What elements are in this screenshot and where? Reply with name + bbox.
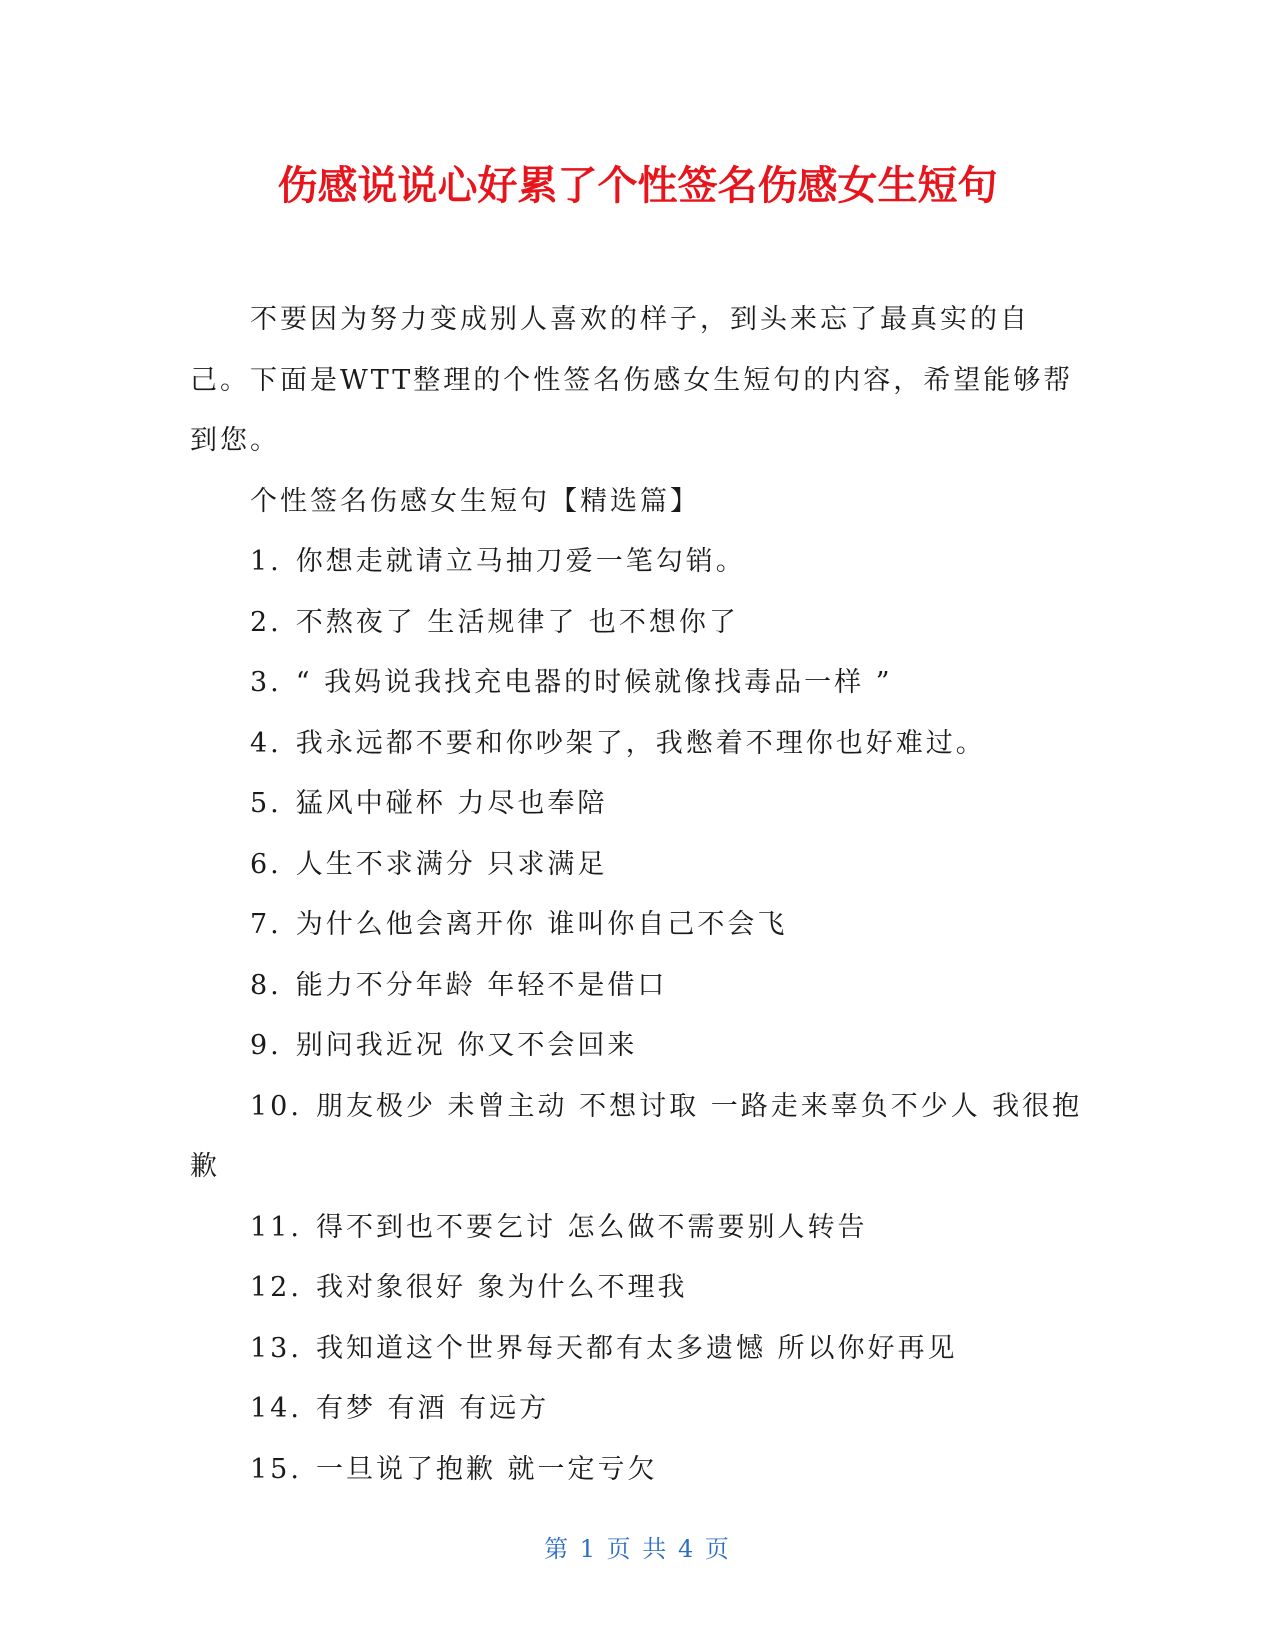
list-item (190, 653, 1085, 714)
list-item-text: 我对象很好 象为什么不理我 (315, 1272, 688, 1303)
list-item-number: 12. (250, 1272, 302, 1303)
list-item-number: 9. (250, 1030, 282, 1061)
list-item (190, 835, 1085, 896)
list-item-number: 14. (250, 1393, 302, 1424)
list-item-text: 一旦说了抱歉 就一定亏欠 (315, 1453, 658, 1485)
list-item (190, 1198, 1085, 1259)
list-item-number: 5. (250, 788, 282, 819)
list-item-text: 我知道这个世界每天都有太多遗憾 所以你好再见 (315, 1332, 958, 1364)
list-item-number: 6. (250, 848, 282, 880)
list-item-text: 人生不求满分 只求满足 (295, 848, 608, 880)
list-item (190, 774, 1085, 835)
list-item-number: 11. (250, 1211, 302, 1243)
list-item-text: 别问我近况 你又不会回来 (295, 1030, 638, 1061)
page-title: 伤感说说心好累了个性签名伤感女生短句 (277, 163, 998, 209)
section-heading: 个性签名伤感女生短句【精选篇】 (250, 485, 700, 517)
list-item-text: 朋友极少 未曾主动 不想讨取 一路走来辜负不少人 我很抱歉 (190, 1090, 1083, 1182)
list-item-text: 得不到也不要乞讨 怎么做不需要别人转告 (315, 1211, 868, 1243)
list-item (190, 895, 1085, 956)
list-item-number: 13. (250, 1332, 302, 1364)
list-item-text: 你想走就请立马抽刀爱一笔勾销。 (295, 546, 746, 577)
list-item-number: 15. (250, 1453, 302, 1485)
list-item-text: 为什么他会离开你 谁叫你自己不会飞 (295, 909, 788, 940)
page-number: 第 1 页 共 4 页 (544, 1535, 731, 1563)
list-item-number: 10. (250, 1090, 302, 1122)
list-item (190, 532, 1085, 593)
list-item-text: 我永远都不要和你吵架了，我憋着不理你也好难过。 (295, 727, 986, 759)
list-item (190, 1077, 1085, 1198)
list-item-number: 3. (250, 667, 282, 698)
list-item-text: 能力不分年龄 年轻不是借口 (295, 969, 668, 1001)
list-item-number: 4. (250, 727, 282, 759)
list-item (190, 1440, 1085, 1501)
list-item-text: 有梦 有酒 有远方 (315, 1393, 550, 1424)
intro-paragraph: 不要因为努力变成别人喜欢的样子，到头来忘了最真实的自己。下面是WTT整理的个性签名伤感女生短句的内容，希望能够帮到您。 (190, 304, 1074, 456)
list-item-number: 2. (250, 606, 282, 638)
list-item-number: 8. (250, 969, 282, 1001)
list-item (190, 956, 1085, 1017)
list-item-text: “ 我妈说我找充电器的时候就像找毒品一样 ” (295, 667, 893, 698)
list-item (190, 1379, 1085, 1440)
list-item-text: 不熬夜了 生活规律了 也不想你了 (295, 606, 739, 638)
list-item-number: 1. (250, 546, 282, 577)
signature-list (190, 532, 1085, 1500)
list-item-number: 7. (250, 909, 282, 940)
list-item (190, 714, 1085, 775)
list-item (190, 1258, 1085, 1319)
list-item-text: 猛风中碰杯 力尽也奉陪 (295, 788, 608, 819)
list-item (190, 593, 1085, 654)
list-item (190, 1319, 1085, 1380)
document-body (190, 290, 1085, 1500)
list-item (190, 1016, 1085, 1077)
